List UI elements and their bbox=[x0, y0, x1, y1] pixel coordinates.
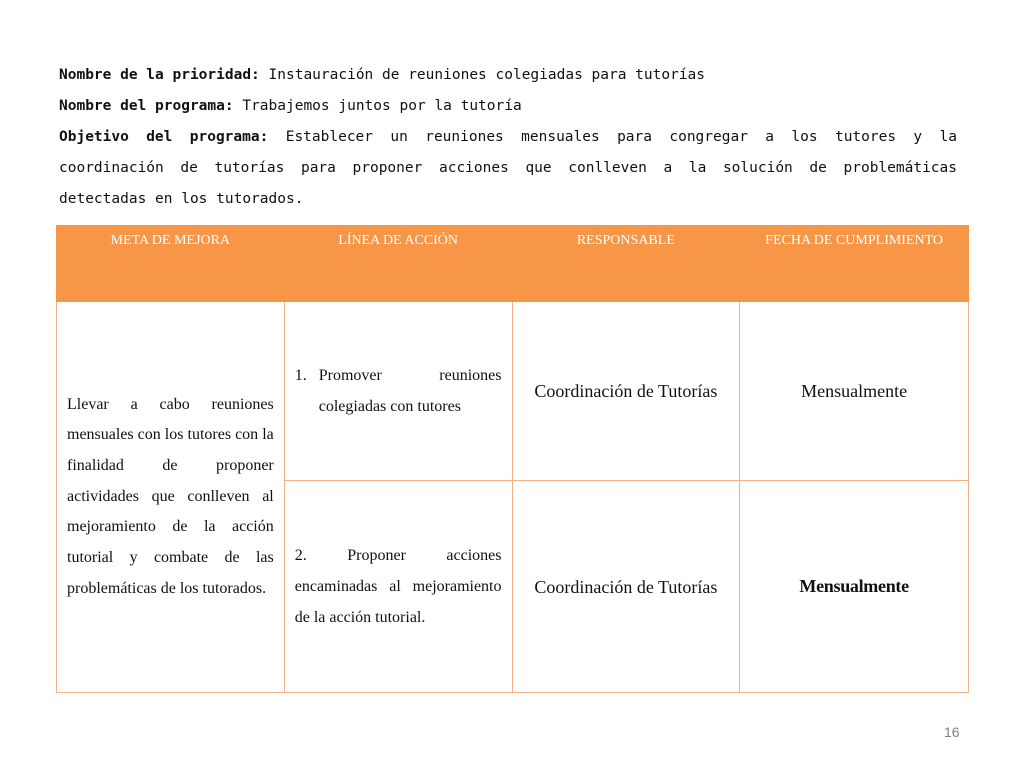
objective-paragraph bbox=[59, 122, 957, 215]
accion-cell bbox=[284, 302, 512, 481]
column-header-linea: LÍNEA DE ACCIÓN bbox=[284, 226, 512, 302]
column-header-meta: META DE MEJORA bbox=[57, 226, 285, 302]
responsable-cell: Coordinación de Tutorías bbox=[512, 302, 740, 481]
responsable-cell: Coordinación de Tutorías bbox=[512, 481, 740, 693]
program-line bbox=[59, 91, 957, 122]
accion-text: Promover reuniones colegiadas con tutores bbox=[318, 367, 502, 415]
item-number: 1. bbox=[294, 367, 307, 384]
priority-value: Instauración de reuniones colegiadas para tutorías bbox=[268, 67, 706, 83]
program-header bbox=[59, 60, 957, 215]
fecha-cell: Mensualmente bbox=[740, 302, 969, 481]
numbered-item bbox=[295, 360, 502, 422]
fecha-cell: Mensualmente bbox=[740, 481, 969, 693]
program-value: Trabajemos juntos por la tutoría bbox=[242, 98, 522, 114]
priority-line bbox=[59, 60, 957, 91]
table-header-row bbox=[57, 226, 969, 302]
objective-label: Objetivo del programa: bbox=[59, 129, 269, 145]
action-plan-table bbox=[56, 225, 969, 693]
meta-cell: Llevar a cabo reuniones mensuales con los tutores con la finalidad de proponer actividades que conlleven al mejoramiento de la acción tutorial y combate de las problemáticas de los tutorados. bbox=[57, 302, 285, 693]
column-header-fecha: FECHA DE CUMPLIMIENTO bbox=[740, 226, 969, 302]
program-label: Nombre del programa: bbox=[59, 98, 234, 114]
priority-label: Nombre de la prioridad: bbox=[59, 67, 260, 83]
table-row bbox=[57, 302, 969, 481]
column-header-responsable: RESPONSABLE bbox=[512, 226, 740, 302]
page-number: 16 bbox=[944, 724, 960, 740]
objective-value: Establecer un reuniones mensuales para congregar a los tutores y la coordinación de tutorías para proponer acciones que conlleven a la solución de problemáticas detectadas en los tutorados. bbox=[59, 129, 957, 207]
accion-cell: 2. Proponer acciones encaminadas al mejoramiento de la acción tutorial. bbox=[284, 481, 512, 693]
